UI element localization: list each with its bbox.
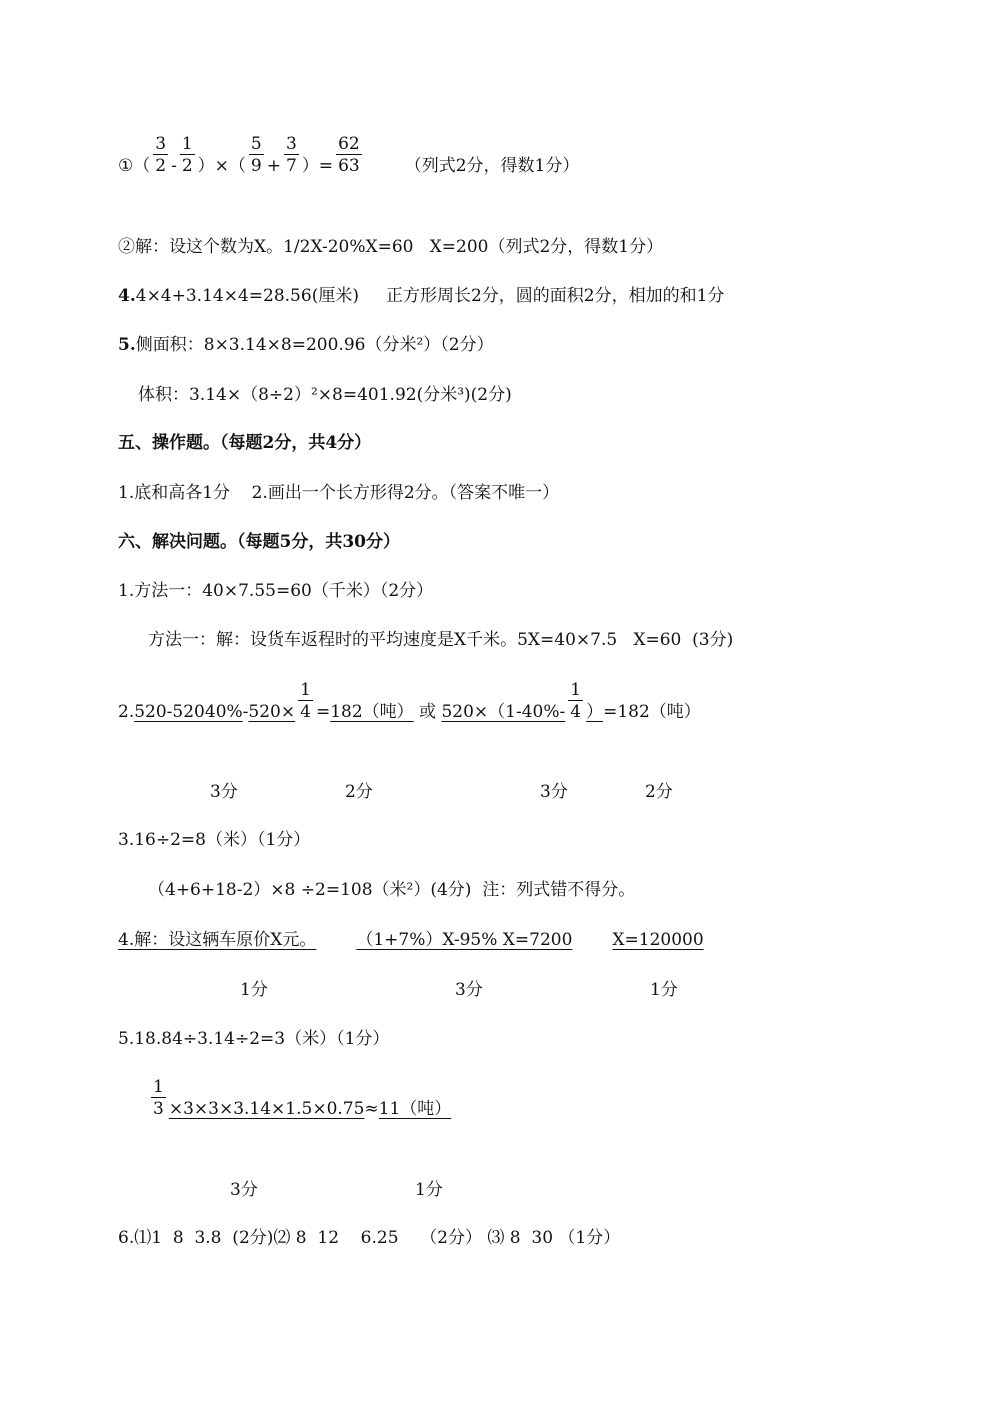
question-number: 4. — [118, 286, 136, 306]
p4 — [118, 929, 704, 951]
q4 — [118, 285, 724, 307]
p2 — [118, 680, 701, 723]
p3-line2: （4+6+18-2）×8 ÷2=108（米²）(4分) 注：列式错不得分。 — [148, 880, 636, 900]
fraction-denominator: 2 — [155, 156, 167, 176]
p5 — [148, 1077, 451, 1120]
question-number: 5. — [118, 335, 136, 355]
score-label: 1分 — [415, 1180, 443, 1200]
fraction-numerator: 1 — [300, 680, 311, 700]
sec5-answer: 1.底和高各1分 2.画出一个长方形得2分。（答案不唯一） — [118, 483, 560, 503]
formula-part: 520-52040% — [134, 702, 243, 722]
formula-part: ） — [586, 702, 604, 722]
fraction-numerator: 62 — [338, 134, 360, 154]
formula-part: ×3×3×3.14×1.5×0.75 — [168, 1099, 365, 1119]
fraction-numerator: 1 — [153, 1077, 164, 1097]
formula-part: = — [315, 702, 331, 722]
fraction — [180, 134, 195, 177]
fraction-numerator: 3 — [285, 134, 297, 154]
fraction — [249, 134, 264, 177]
text: - — [171, 156, 177, 176]
fraction-denominator: 9 — [250, 156, 262, 176]
formula-part: =182（吨） — [603, 702, 701, 722]
p1-line2: 方法一：解：设货车返程时的平均速度是X千米。5X=40×7.5 X=60 (3分) — [148, 630, 734, 650]
p6: 6.⑴1 8 3.8 (2分)⑵ 8 12 6.25 （2分） ⑶ 8 30 （1分） — [118, 1228, 621, 1248]
score-label: 3分 — [210, 782, 238, 802]
section-heading-5: 五、操作题。（每题2分，共4分） — [118, 433, 372, 453]
score-label: 3分 — [540, 782, 568, 802]
fraction-denominator: 2 — [181, 156, 193, 176]
formula-part: ≈ — [364, 1099, 379, 1119]
q3-part1 — [118, 134, 579, 177]
q5-line2: 体积：3.14×（8÷2）²×8=401.92(分米³)(2分) — [138, 385, 512, 405]
q4-text: 4×4+3.14×4=28.56(厘米) 正方形周长2分，圆的面积2分，相加的和1分 — [135, 286, 725, 306]
fraction — [336, 134, 362, 177]
formula-part: 520×（1-40%- — [441, 702, 566, 722]
formula-part: - — [242, 702, 249, 722]
fraction — [151, 1077, 166, 1120]
formula-part: 182（吨） — [330, 702, 414, 722]
fraction-numerator: 1 — [570, 680, 582, 700]
p5-line1: 5.18.84÷3.14÷2=3（米）（1分） — [118, 1029, 390, 1049]
score-label: 1分 — [650, 980, 678, 1000]
formula-part: 520× — [248, 702, 296, 722]
score-label: 2分 — [645, 782, 673, 802]
formula-part: （1+7%）X-95% X=7200 — [356, 930, 573, 950]
text: ）= — [301, 156, 334, 176]
score-label: 1分 — [240, 980, 268, 1000]
score-label: 2分 — [345, 782, 373, 802]
formula-part: 11（吨） — [378, 1099, 452, 1119]
text: + — [266, 156, 281, 176]
p3-line1: 3.16÷2=8（米）（1分） — [118, 830, 311, 850]
text: ）×（ — [197, 156, 246, 176]
fraction-denominator: 3 — [153, 1099, 164, 1119]
fraction-denominator: 4 — [570, 702, 582, 722]
q5-text: 侧面积：8×3.14×8=200.96（分米²）（2分） — [135, 335, 494, 355]
score-note: （列式2分，得数1分） — [404, 156, 580, 176]
fraction-numerator: 3 — [155, 134, 167, 154]
fraction — [298, 680, 313, 723]
text: ①（ — [118, 156, 151, 176]
fraction-denominator: 4 — [300, 702, 311, 722]
formula-part: 或 — [413, 702, 442, 722]
score-label: 3分 — [455, 980, 483, 1000]
fraction — [568, 680, 583, 723]
fraction-denominator: 7 — [285, 156, 297, 176]
fraction — [153, 134, 168, 177]
formula-part: X=120000 — [612, 930, 704, 950]
section-heading-6: 六、解决问题。（每题5分，共30分） — [118, 532, 400, 552]
q3-part2: ②解：设这个数为X。1/2X-20%X=60 X=200（列式2分，得数1分） — [118, 237, 664, 257]
formula-part: 4.解：设这辆车原价X元。 — [118, 930, 317, 950]
p1-line1: 1.方法一：40×7.55=60（千米）（2分） — [118, 581, 434, 601]
q5-line1 — [118, 334, 494, 356]
fraction-numerator: 1 — [181, 134, 193, 154]
fraction — [284, 134, 299, 177]
fraction-numerator: 5 — [250, 134, 262, 154]
score-label: 3分 — [230, 1180, 258, 1200]
question-number: 2. — [118, 702, 135, 722]
fraction-denominator: 63 — [338, 156, 360, 176]
